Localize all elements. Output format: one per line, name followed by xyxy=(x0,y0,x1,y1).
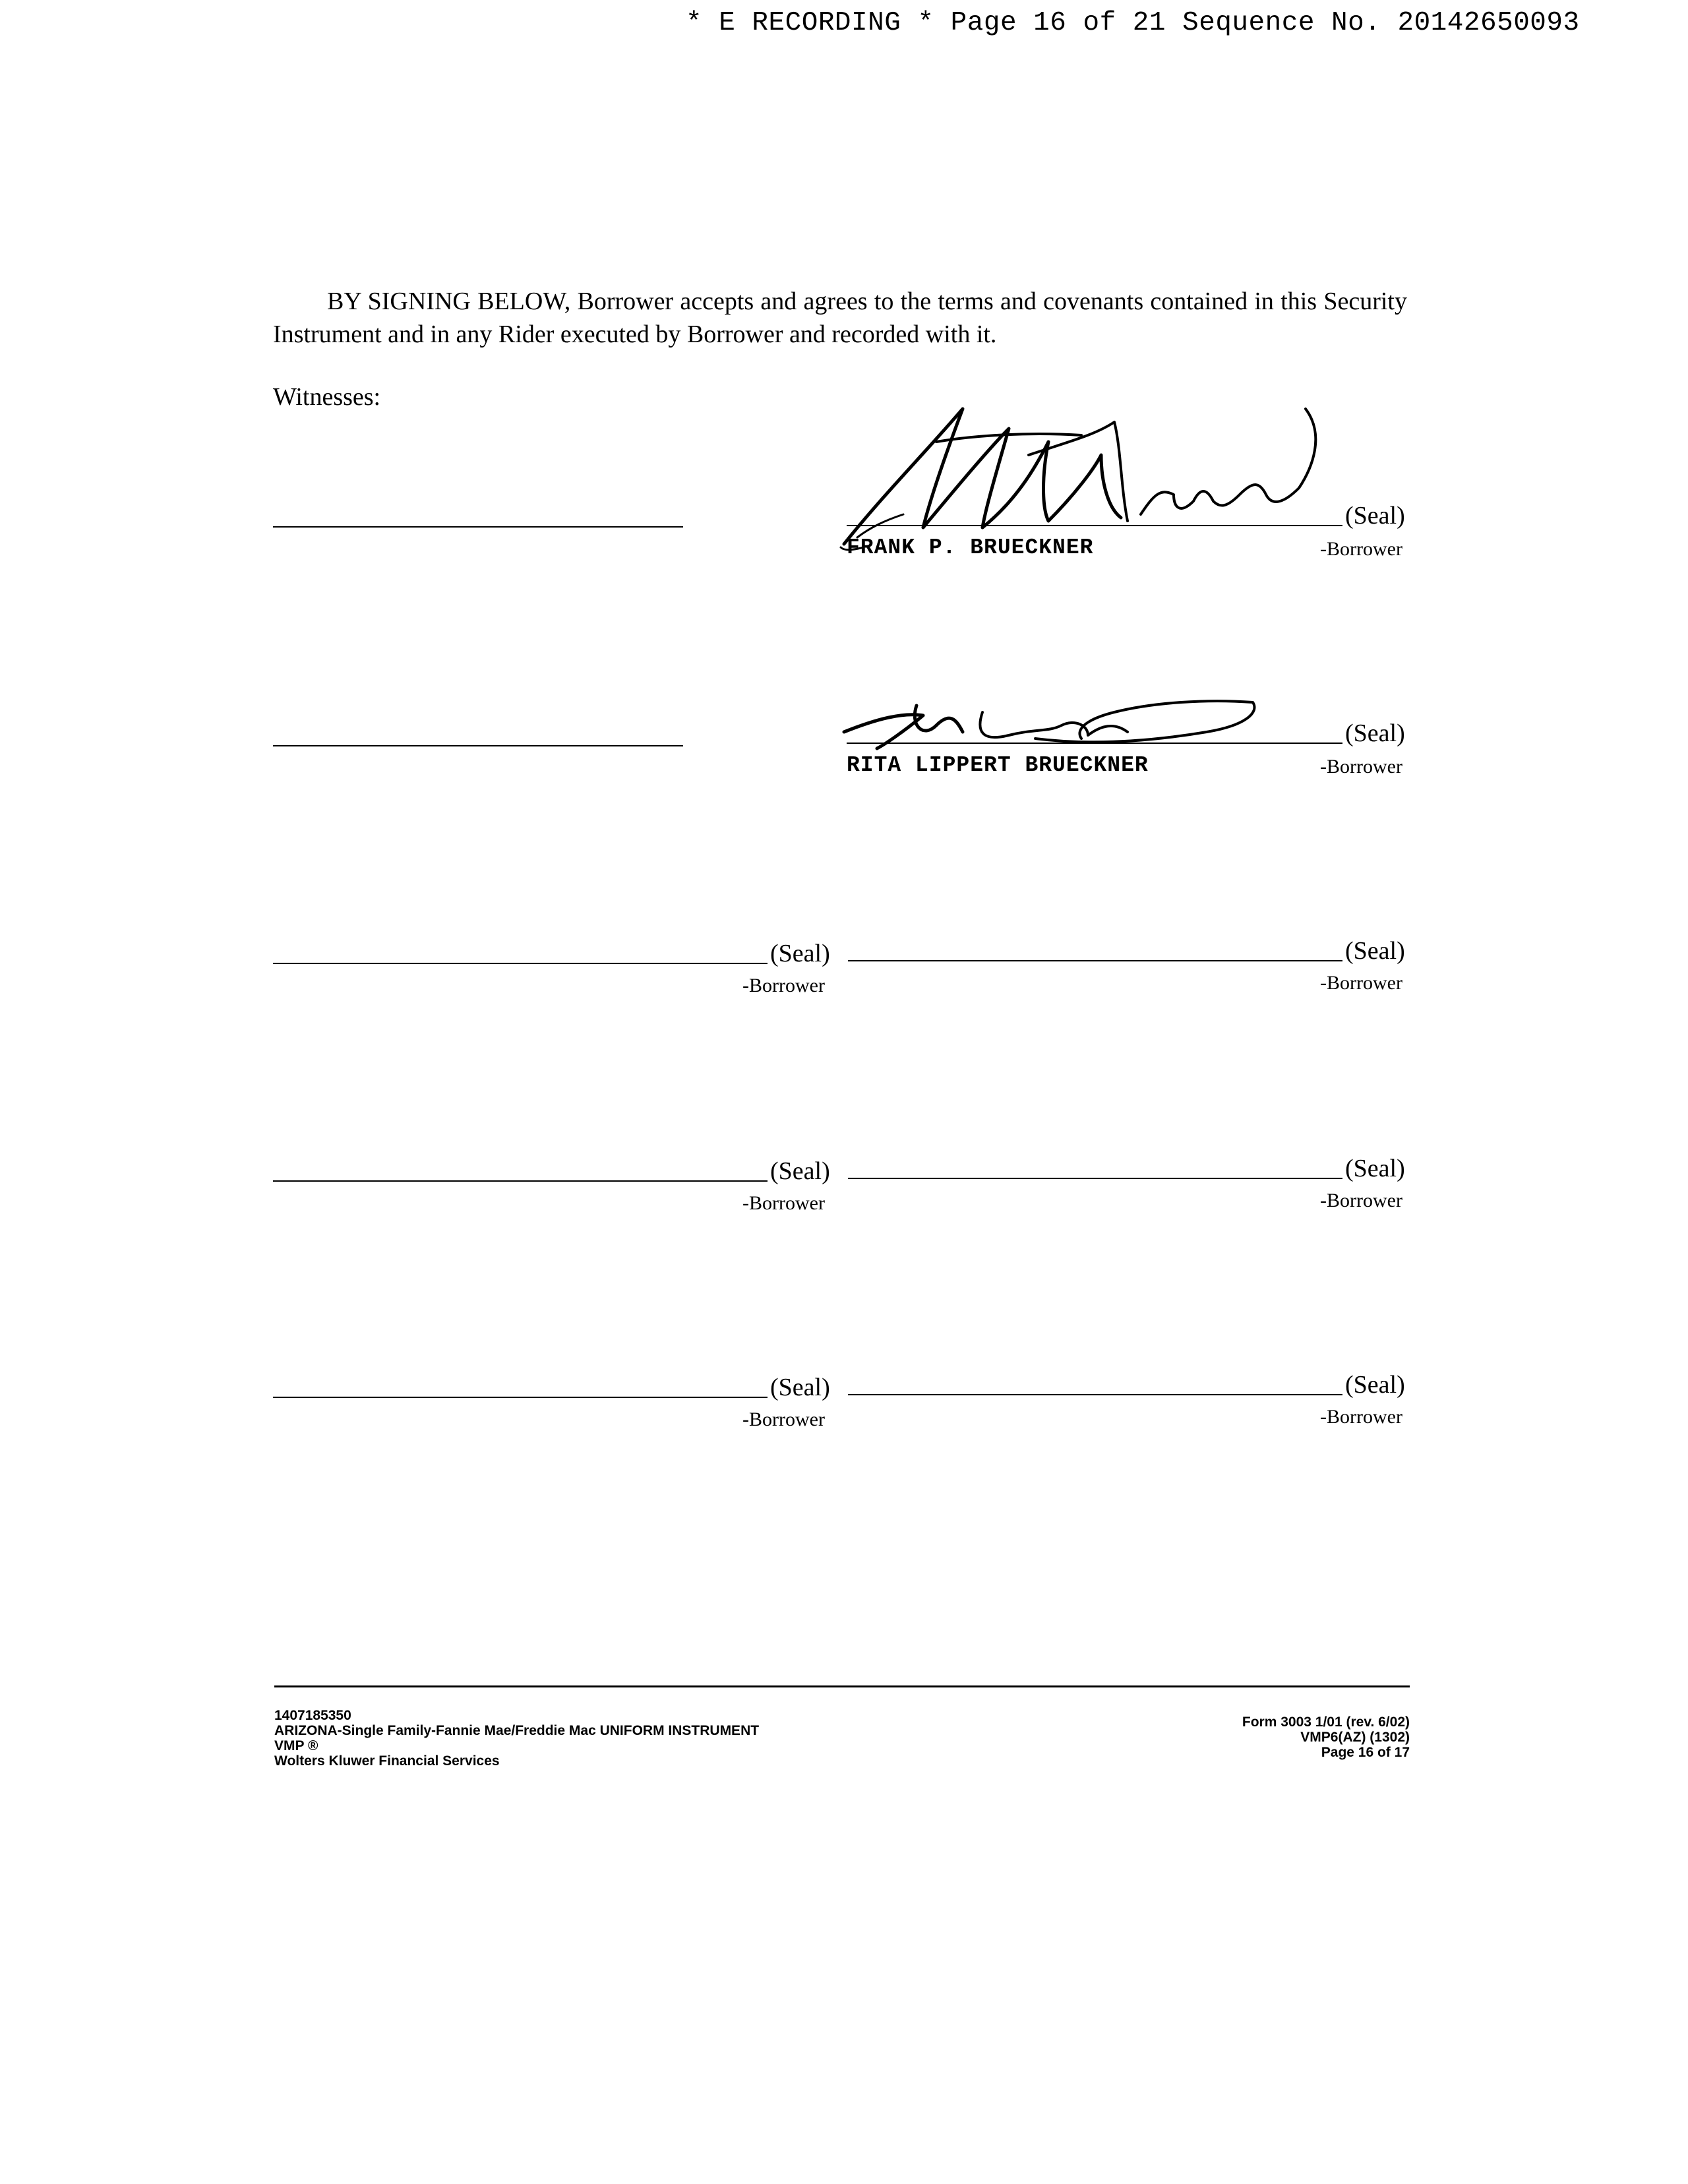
borrower-signature-line-7 xyxy=(273,1397,768,1398)
footer-right xyxy=(1242,1714,1410,1760)
publisher-name: Wolters Kluwer Financial Services xyxy=(274,1753,500,1769)
borrower-role-label-4: -Borrower xyxy=(1320,972,1402,994)
borrower-role-label-6: -Borrower xyxy=(1320,1190,1402,1211)
vmp-label: VMP ® xyxy=(274,1738,318,1753)
vmp-code: VMP6(AZ) (1302) xyxy=(1300,1730,1410,1745)
borrower-signature-line-6 xyxy=(848,1178,1342,1179)
borrower-role-label-1: -Borrower xyxy=(1320,538,1402,560)
seal-label-5: (Seal) xyxy=(770,1157,830,1185)
borrower-signature-1 xyxy=(831,396,1332,554)
borrower-signature-line-1 xyxy=(847,525,1342,526)
borrower-signature-line-5 xyxy=(273,1180,768,1182)
instrument-title: ARIZONA-Single Family-Fannie Mae/Freddie Mac UNIFORM INSTRUMENT xyxy=(274,1723,760,1738)
witness-signature-line-1 xyxy=(273,526,683,528)
borrower-role-label-8: -Borrower xyxy=(1320,1406,1402,1428)
footer-divider xyxy=(274,1685,1410,1687)
page-number: Page 16 of 17 xyxy=(1321,1745,1410,1760)
witness-signature-line-2 xyxy=(273,745,683,746)
seal-label-8: (Seal) xyxy=(1345,1371,1405,1399)
loan-number: 1407185350 xyxy=(274,1708,351,1723)
borrower-signature-line-2 xyxy=(847,743,1342,744)
form-number: Form 3003 1/01 (rev. 6/02) xyxy=(1242,1714,1410,1730)
borrower-role-label-3: -Borrower xyxy=(742,975,825,996)
signing-statement: BY SIGNING BELOW, Borrower accepts and agrees to the terms and covenants contained in this Security Instrument and in any Rider executed by Borrower and recorded with it. xyxy=(273,288,1407,348)
seal-label-6: (Seal) xyxy=(1345,1155,1405,1182)
borrower-name-1: FRANK P. BRUECKNER xyxy=(847,535,1094,560)
borrower-role-label-5: -Borrower xyxy=(742,1192,825,1214)
borrower-signature-2 xyxy=(837,686,1273,758)
borrower-role-label-7: -Borrower xyxy=(742,1409,825,1430)
recording-header: * E RECORDING * Page 16 of 21 Sequence No. 20142650093 xyxy=(686,8,1580,38)
seal-label-2: (Seal) xyxy=(1345,719,1405,747)
seal-label-7: (Seal) xyxy=(770,1374,830,1401)
seal-label-3: (Seal) xyxy=(770,940,830,967)
seal-label-4: (Seal) xyxy=(1345,937,1405,965)
witnesses-label: Witnesses: xyxy=(273,383,381,411)
borrower-signature-line-4 xyxy=(848,960,1342,961)
footer-left xyxy=(274,1708,759,1769)
borrower-signature-line-3 xyxy=(273,963,768,964)
borrower-signature-line-8 xyxy=(848,1394,1342,1395)
borrower-role-label-2: -Borrower xyxy=(1320,756,1402,777)
borrower-name-2: RITA LIPPERT BRUECKNER xyxy=(847,753,1149,777)
seal-label-1: (Seal) xyxy=(1345,502,1405,530)
